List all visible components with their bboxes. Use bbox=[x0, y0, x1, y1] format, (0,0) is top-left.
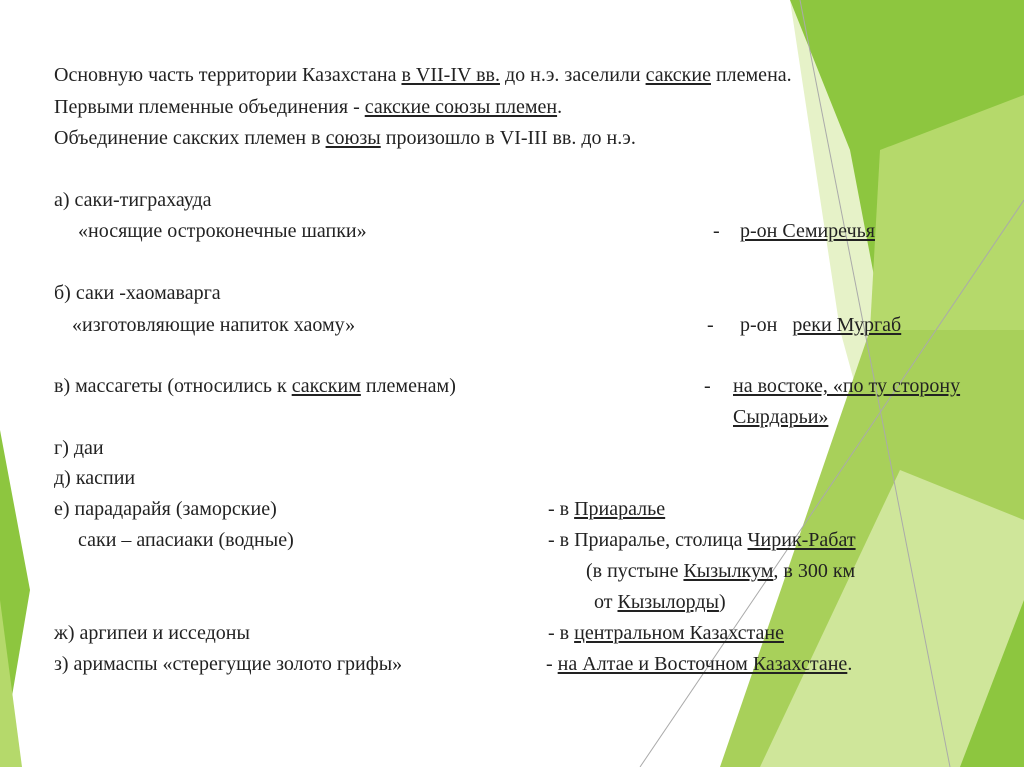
item-b-subtitle: «изготовляющие напиток хаому» bbox=[72, 314, 356, 336]
item-g-heading: саки – апасиаки (водные) bbox=[78, 529, 294, 551]
item-b-dash: - bbox=[707, 314, 714, 336]
item-d-heading: г) даи bbox=[54, 437, 104, 459]
item-f-region: - в Приаралье bbox=[548, 498, 666, 520]
item-g-region: - в Приаралье, столица Чирик-Рабат bbox=[548, 529, 856, 551]
item-a-dash: - bbox=[713, 220, 720, 242]
item-g-note-line-2: от Кызылорды) bbox=[594, 591, 726, 613]
item-c-region-line-1: на востоке, «по ту сторону bbox=[733, 375, 961, 397]
item-c-dash: - bbox=[704, 375, 711, 397]
item-g-note-line-1: (в пустыне Кызылкум, в 300 км bbox=[586, 560, 856, 582]
item-i-region: - на Алтае и Восточном Казахстане. bbox=[546, 653, 853, 675]
item-e-heading: д) каспии bbox=[54, 467, 136, 489]
item-c-heading: в) массагеты (относились к сакским племенам) bbox=[54, 375, 456, 397]
item-f-heading: е) парадарайя (заморские) bbox=[54, 498, 277, 520]
item-a-heading: а) саки-тиграхауда bbox=[54, 189, 212, 211]
intro-line-1: Основную часть территории Казахстана в VII-IV вв. до н.э. заселили сакские племена. bbox=[54, 64, 792, 86]
item-c-region-line-2: Сырдарьи» bbox=[733, 406, 829, 428]
item-a-subtitle: «носящие остроконечные шапки» bbox=[78, 220, 367, 242]
item-b-region: р-он реки Мургаб bbox=[740, 314, 902, 336]
item-a-region: р-он Семиречья bbox=[740, 220, 875, 242]
item-h-heading: ж) аргипеи и исседоны bbox=[54, 622, 250, 644]
item-h-region: - в центральном Казахстане bbox=[548, 622, 784, 644]
item-b-heading: б) саки -хаомаварга bbox=[54, 282, 221, 304]
item-i-heading: з) аримаспы «стерегущие золото грифы» bbox=[54, 653, 403, 675]
intro-line-3: Объединение сакских племен в союзы произошло в VI-III вв. до н.э. bbox=[54, 127, 636, 149]
intro-line-2: Первыми племенные объединения - сакские союзы племен. bbox=[54, 96, 563, 118]
